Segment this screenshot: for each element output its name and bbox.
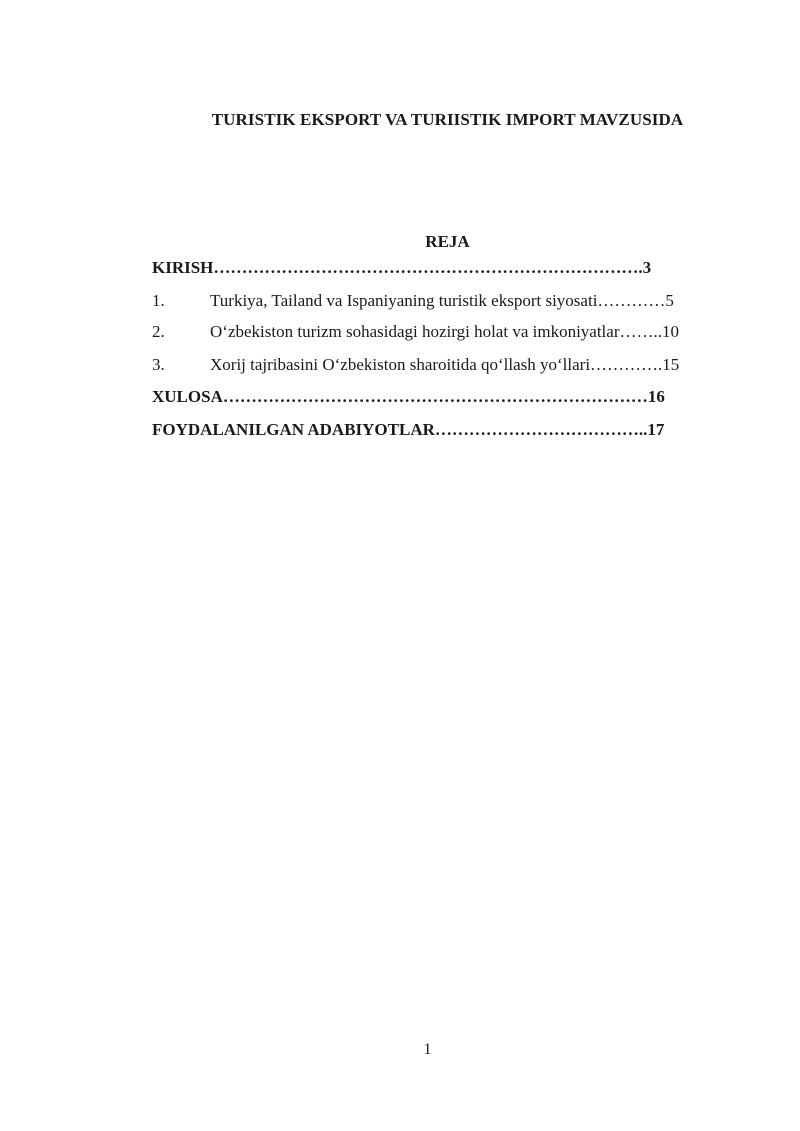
toc-item xyxy=(152,355,679,375)
page-number: 1 xyxy=(423,1041,432,1058)
toc-intro: KIRISH………………………………………………………………….3 xyxy=(152,258,652,277)
toc-references: FOYDALANILGAN ADABIYOTLAR………………………………..17 xyxy=(152,420,665,439)
toc-item-number: 3. xyxy=(152,355,165,374)
toc-item-text: Xorij tajribasini O‘zbekiston sharoitida qo‘llash yo‘llari………….15 xyxy=(210,355,680,374)
toc-item-number: 2. xyxy=(152,322,165,341)
document-title: TURISTIK EKSPORT VA TURIISTIK IMPORT MAVZUSIDA xyxy=(211,110,684,129)
toc-item-text: O‘zbekiston turizm sohasidagi hozirgi holat va imkoniyatlar……..10 xyxy=(210,322,679,341)
toc-conclusion: XULOSA…………………………………………………………………16 xyxy=(152,387,665,406)
toc-item-number: 1. xyxy=(152,291,165,310)
toc-item xyxy=(152,322,679,342)
toc-item xyxy=(152,291,674,311)
plan-heading: REJA xyxy=(425,232,470,251)
toc-item-text: Turkiya, Tailand va Ispaniyaning turistik eksport siyosati…………5 xyxy=(210,291,674,310)
